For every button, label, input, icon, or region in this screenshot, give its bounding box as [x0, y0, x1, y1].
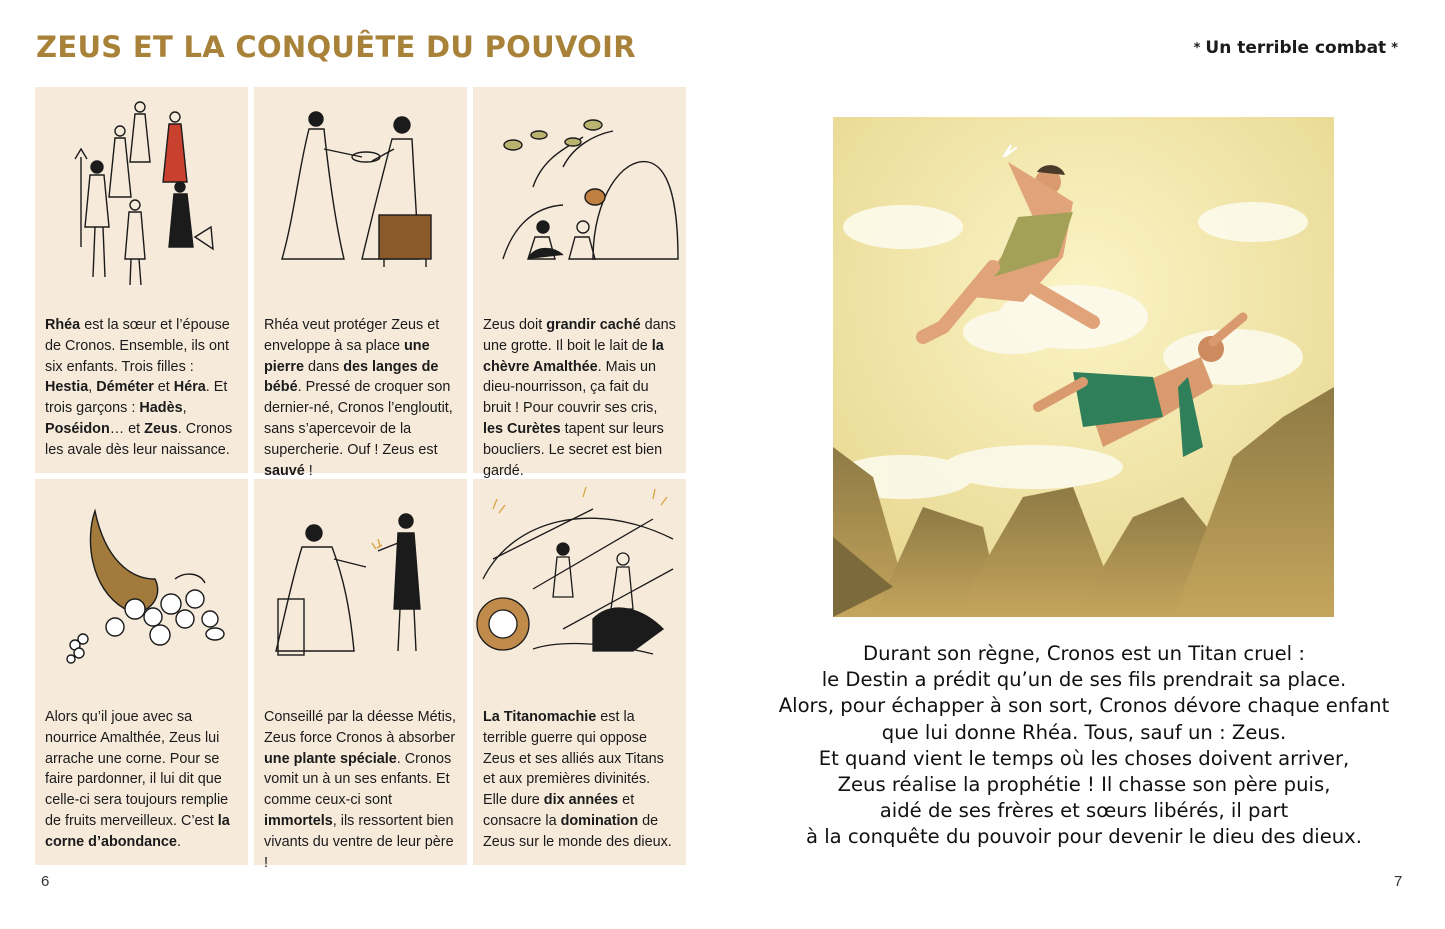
panel-text [264, 707, 459, 873]
section-label-text: Un terrible combat [1205, 38, 1387, 58]
panel-text-run: est la sœur et l’épouse de Cronos. Ensemble, ils ont six enfants. Trois filles : [45, 317, 230, 375]
panel-text-run: . Et trois garçons : [45, 379, 228, 417]
narrative-line: Zeus réalise la prophétie ! Il chasse son père puis, [837, 773, 1331, 797]
panel-text-run: Zeus doit [483, 317, 547, 333]
comic-panel-cornucopia [35, 479, 248, 865]
panel-text-run: … et [109, 420, 145, 437]
panel-text-run: Alors qu’il joue avec sa nourrice Amalthée, Zeus lui arrache une corne. Pour se faire pardonner, il lui dit que celle-ci sera toujours remplie de fruits merveilleux. C’est [45, 709, 229, 829]
panel-text [264, 315, 459, 481]
comic-panel-cave [473, 87, 686, 479]
page-title: ZEUS ET LA CONQUÊTE DU POUVOIR [36, 30, 636, 64]
panel-text-run: dans une grotte. Il boit le lait de [483, 317, 676, 354]
narrative-line: Alors, pour échapper à son sort, Cronos dévore chaque enfant [778, 694, 1390, 718]
star-icon: * [1391, 41, 1398, 56]
comic-panel-family [35, 87, 248, 473]
comic-panel-metis [254, 479, 467, 871]
panel-text-bold: des langes de bébé [264, 358, 439, 396]
narrative-line: le Destin a prédit qu’un de ses fils prendrait sa place. [821, 668, 1347, 692]
zeus-vs-cronos-painting [833, 117, 1334, 617]
narrative-line: aidé de ses frères et sœurs libérés, il part [879, 799, 1289, 823]
panel-text-run: et consacre la [483, 792, 635, 829]
panel-text-bold: domination [560, 812, 639, 829]
panel-text-bold: Héra [173, 379, 206, 396]
panel-text-run: Rhéa veut protéger Zeus et enveloppe à sa place [264, 317, 440, 354]
narrative-text [760, 641, 1408, 851]
panel-text [483, 707, 678, 853]
panel-text-run: de Zeus sur le monde des dieux. [483, 812, 672, 850]
panel-text-run: , [88, 379, 97, 396]
panel-text-bold: la corne d’abondance [45, 812, 230, 850]
panel-text-run: . Cronos vomit un à un ses enfants. Et comme ceux-ci sont [264, 750, 452, 809]
metis-potion-illustration [254, 479, 467, 707]
page-number-left: 6 [41, 873, 50, 890]
panel-text-run: tapent sur leurs boucliers. Le secret est bien gardé. [483, 420, 664, 479]
panel-text-run: . Pressé de croquer son dernier-né, Cronos l’engloutit, sans s’apercevoir de la supercherie. Ouf ! Zeus est [264, 379, 453, 458]
panel-text-run: est la terrible guerre qui oppose Zeus et ses alliés aux Titans et aux premières divinités. Elle dure [483, 709, 664, 809]
comic-panel-stone [254, 87, 467, 479]
narrative-line: Et quand vient le temps où les choses doivent arriver, [818, 746, 1350, 770]
panel-text-run: , ils ressortent bien vivants du ventre de leur père ! [264, 812, 454, 871]
panel-text-run: dans [304, 358, 344, 375]
panel-text-bold: une plante spéciale [264, 750, 397, 767]
comic-panel-titanomachy [473, 479, 686, 865]
panel-text-run: et [153, 379, 174, 396]
stone-swap-illustration [254, 87, 467, 315]
panel-text-run: ! [304, 462, 313, 479]
star-icon: * [1193, 41, 1201, 56]
panel-text-bold: grandir caché [546, 317, 641, 333]
panel-text [45, 707, 240, 853]
panel-text-bold: Zeus [144, 420, 178, 437]
panel-text-run: . [176, 833, 181, 850]
panel-text-bold: immortels [264, 812, 333, 829]
panel-text-bold: une pierre [264, 337, 430, 375]
panel-text-bold: sauvé [264, 462, 305, 479]
cornucopia-illustration [35, 479, 248, 707]
panel-text [45, 315, 240, 461]
titanomachy-battle-illustration [473, 479, 686, 707]
panel-text-bold: Poséidon [45, 420, 110, 437]
panel-text-bold: Hadès [139, 400, 183, 417]
panel-text-bold: La Titanomachie [483, 709, 597, 725]
cave-goat-illustration [473, 87, 686, 315]
panel-text-run: Conseillé par la déesse Métis, Zeus force Cronos à absorber [264, 709, 456, 746]
panel-text-bold: dix années [543, 792, 619, 809]
narrative-line: Durant son règne, Cronos est un Titan cruel : [863, 642, 1305, 665]
panel-text-bold: la chèvre Amalthée [483, 337, 664, 375]
panel-text-bold: Rhéa [45, 317, 81, 333]
panel-text-run: . Cronos les avale dès leur naissance. [45, 420, 233, 458]
panel-text [483, 315, 678, 481]
page-number-right: 7 [1394, 873, 1403, 890]
narrative-line: à la conquête du pouvoir pour devenir le dieu des dieux. [805, 825, 1363, 849]
panel-text-run: , [182, 400, 187, 417]
narrative-line: que lui donne Rhéa. Tous, sauf un : Zeus. [881, 720, 1287, 744]
section-label [1189, 38, 1403, 58]
panel-text-bold: Déméter [96, 379, 154, 396]
family-illustration [35, 87, 248, 315]
panel-text-bold: les Curètes [483, 420, 561, 437]
panel-text-bold: Hestia [45, 379, 89, 396]
panel-text-run: . Mais un dieu-nourrisson, ça fait du bruit ! Pour couvrir ses cris, [483, 358, 658, 417]
